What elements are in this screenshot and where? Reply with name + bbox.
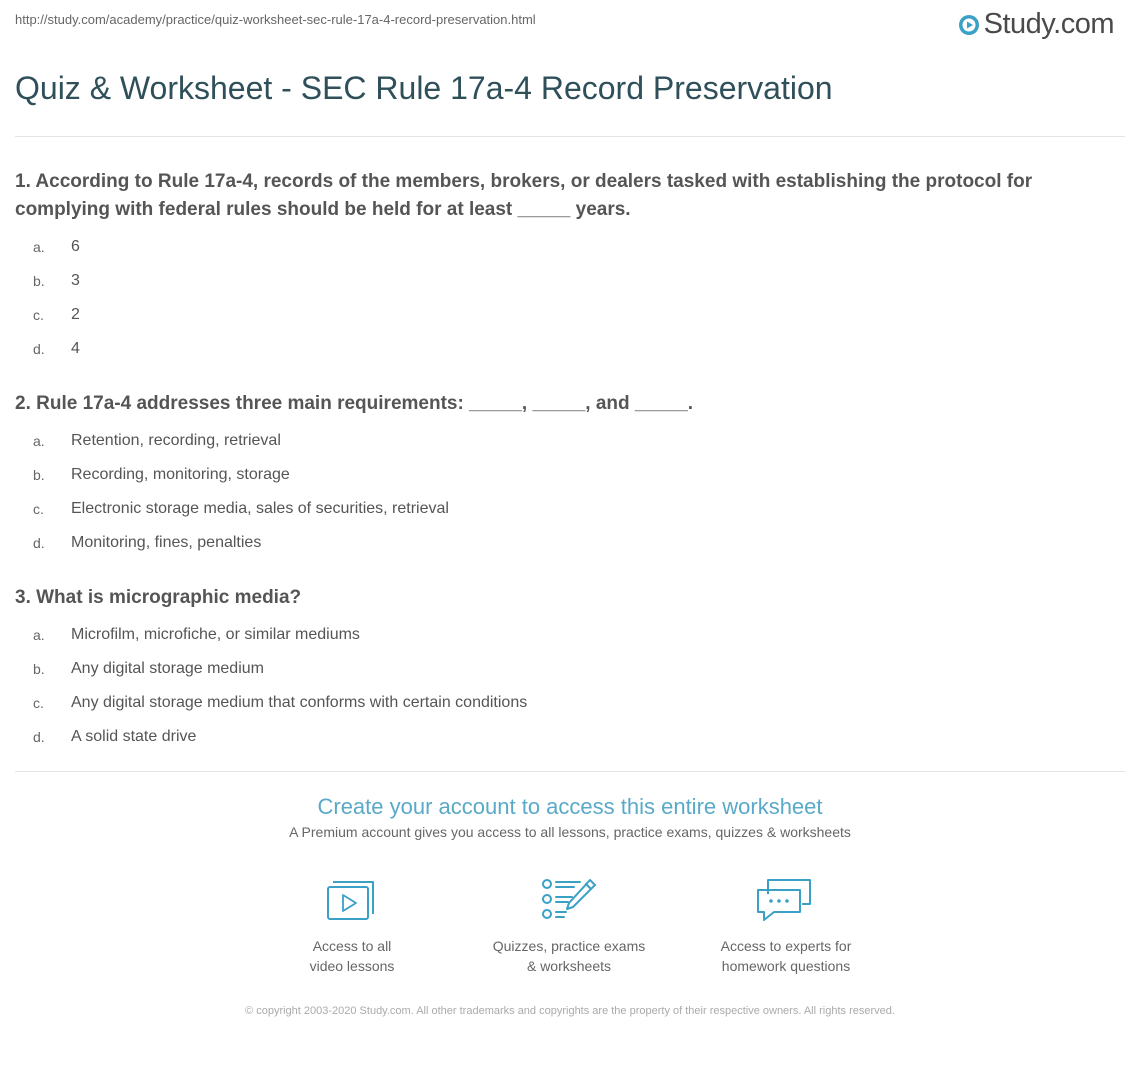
answer-option[interactable] <box>15 332 1125 366</box>
option-text: A solid state drive <box>71 728 197 745</box>
study-logo[interactable] <box>958 8 1114 41</box>
study-logo-icon <box>958 14 980 36</box>
option-letter: d. <box>33 341 45 357</box>
answer-option[interactable] <box>15 526 1125 560</box>
question-text: 3. What is micrographic media? <box>15 587 302 608</box>
copyright-notice: © copyright 2003-2020 Study.com. All other trademarks and copyrights are the property of their respective owners. All rights reserved. <box>245 1005 895 1017</box>
answer-option[interactable] <box>15 652 1125 686</box>
question-text: 1. According to Rule 17a-4, records of the members, brokers, or dealers tasked with establishing the protocol for complying with federal rules should be held for at least _____ years. <box>15 171 1033 220</box>
option-text: Retention, recording, retrieval <box>71 432 281 449</box>
answer-option[interactable] <box>15 298 1125 332</box>
answer-option[interactable] <box>15 686 1125 720</box>
feature-label <box>252 936 452 976</box>
cta-title-link[interactable]: Create your account to access this entire worksheet <box>317 794 823 819</box>
chat-bubbles-icon <box>754 876 818 922</box>
quiz-checklist-icon <box>540 876 598 922</box>
option-letter: b. <box>33 661 45 677</box>
option-text: Electronic storage media, sales of securities, retrieval <box>71 500 449 517</box>
feature-line: Quizzes, practice exams <box>492 938 646 954</box>
answer-option[interactable] <box>15 720 1125 754</box>
feature-line: Access to experts for <box>720 938 852 954</box>
feature-line: & worksheets <box>526 958 612 974</box>
option-list <box>15 424 1125 560</box>
question-2 <box>15 390 1125 560</box>
feature-line: video lessons <box>309 958 395 974</box>
option-letter: a. <box>33 433 45 449</box>
option-letter: c. <box>33 501 44 517</box>
question-1 <box>15 168 1125 366</box>
title-divider <box>15 136 1125 137</box>
answer-option[interactable] <box>15 458 1125 492</box>
option-text: 3 <box>71 272 80 289</box>
feature-label <box>686 936 886 976</box>
feature-video-lessons <box>252 876 452 976</box>
option-text: 4 <box>71 340 80 357</box>
answer-option[interactable] <box>15 424 1125 458</box>
page-title: Quiz & Worksheet - SEC Rule 17a-4 Record Preservation <box>15 70 833 106</box>
option-list <box>15 230 1125 366</box>
answer-option[interactable] <box>15 264 1125 298</box>
option-letter: a. <box>33 627 45 643</box>
cta-divider <box>15 771 1125 772</box>
option-letter: c. <box>33 307 44 323</box>
option-letter: d. <box>33 535 45 551</box>
answer-option[interactable] <box>15 618 1125 652</box>
page-url: http://study.com/academy/practice/quiz-worksheet-sec-rule-17a-4-record-preservation.html <box>15 12 536 27</box>
option-letter: c. <box>33 695 44 711</box>
option-list <box>15 618 1125 754</box>
feature-line: Access to all <box>312 938 392 954</box>
feature-quizzes <box>469 876 669 976</box>
feature-line: homework questions <box>721 958 851 974</box>
question-text: 2. Rule 17a-4 addresses three main requirements: _____, _____, and _____. <box>15 393 694 414</box>
option-text: Any digital storage medium <box>71 660 264 677</box>
question-3 <box>15 584 1125 754</box>
option-text: Recording, monitoring, storage <box>71 466 290 483</box>
feature-experts <box>686 876 886 976</box>
option-text: 6 <box>71 238 80 255</box>
option-text: Microfilm, microfiche, or similar mediums <box>71 626 360 643</box>
cta-subtitle: A Premium account gives you access to all lessons, practice exams, quizzes & worksheets <box>289 824 851 840</box>
option-letter: d. <box>33 729 45 745</box>
logo-text: Study.com <box>983 8 1114 40</box>
feature-label <box>469 936 669 976</box>
option-text: 2 <box>71 306 80 323</box>
option-letter: b. <box>33 467 45 483</box>
question-list <box>15 168 1125 778</box>
option-text: Monitoring, fines, penalties <box>71 534 262 551</box>
option-text: Any digital storage medium that conforms with certain conditions <box>71 694 528 711</box>
option-letter: b. <box>33 273 45 289</box>
video-lessons-icon <box>325 876 379 922</box>
option-letter: a. <box>33 239 45 255</box>
answer-option[interactable] <box>15 230 1125 264</box>
answer-option[interactable] <box>15 492 1125 526</box>
